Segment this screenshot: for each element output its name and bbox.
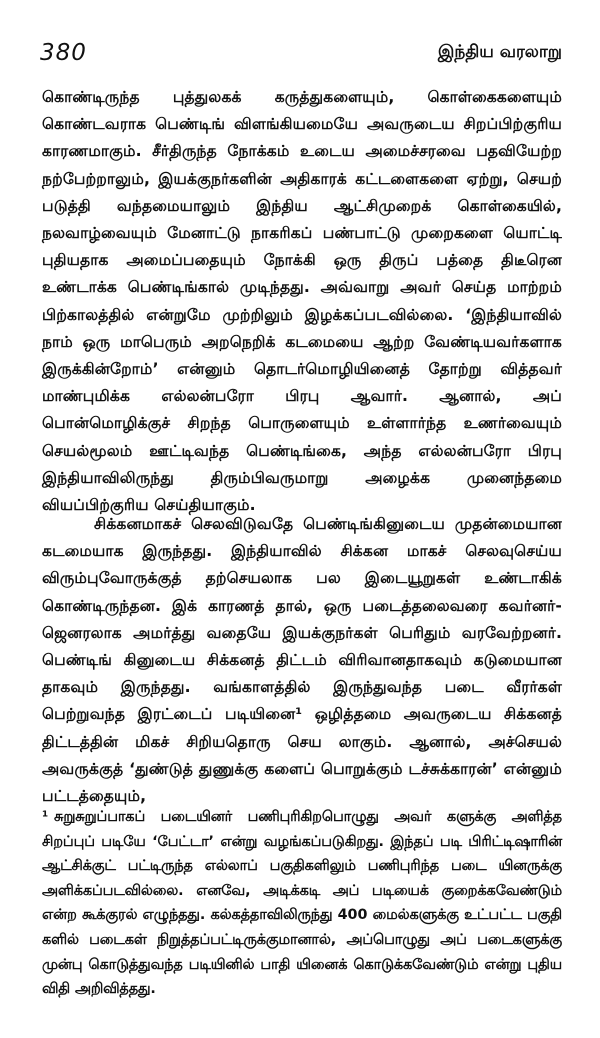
running-title: இந்திய வரலாறு xyxy=(437,42,562,62)
footnote-marker: ¹ xyxy=(42,809,49,825)
page-number: 380 xyxy=(40,40,87,66)
page-header xyxy=(40,40,562,70)
footnote xyxy=(42,805,562,1002)
body-paragraph-2: சிக்கனமாகச் செலவிடுவதே பெண்டிங்கினுடைய முதன்மையான கடமையாக இருந்தது. இந்தியாவில் சிக்கன மாகச் செலவுசெய்ய விரும்புவோருக்குத் தற்செயலாக பல இடையூறுகள் உண்டாகிக் கொண்டிருந்தன. இக் காரணத் தால், ஒரு படைத்தலைவரை கவர்னர்-ஜெனரலாக அமர்த்து வதையே இயக்குநர்கள் பெரிதும் வரவேற்றனர். பெண்டிங் கினுடைய சிக்கனத் திட்டம் விரிவானதாகவும் கடுமையான தாகவும் இருந்தது. வங்காளத்தில் இருந்துவந்த படை வீரர்கள் பெற்றுவந்த இரட்டைப் படியினை¹ ஒழித்தமை அவருடைய சிக்கனத் திட்டத்தின் மிகச் சிறியதொரு செய லாகும். ஆனால், அச்செயல் அவருக்குத் ‘துண்டுத் துணுக்கு களைப் பொறுக்கும் டச்சுக்காரன்’ என்னும் பட்டத்தையும், xyxy=(42,515,562,806)
body-paragraph-1: கொண்டிருந்த புத்துலகக் கருத்துகளையும், கொள்கைகளையும் கொண்டவராக பெண்டிங் விளங்கியமையே அவருடைய சிறப்பிற்குரிய காரணமாகும். சீர்திருந்த நோக்கம் உடைய அமைச்சரவை பதவியேற்ற நற்பேற்றாலும், இயக்குநர்களின் அதிகாரக் கட்டளைகளை ஏற்று, செயற் படுத்தி வந்தமையாலும் இந்திய ஆட்சிமுறைக் கொள்கையில், நலவாழ்வையும் மேனாட்டு நாகரிகப் பண்பாட்டு முறைகளை யொட்டி புதியதாக அமைப்பதையும் நோக்கி ஒரு திருப் பத்தை திடீரென உண்டாக்க பெண்டிங்கால் முடிந்தது. அவ்வாறு அவர் செய்த மாற்றம் பிற்காலத்தில் என்றுமே முற்றிலும் இழக்கப்படவில்லை. ‘இந்தியாவில் நாம் ஒரு மாபெரும் அறநெறிக் கடமையை ஆற்ற வேண்டியவர்களாக இருக்கின்றோம்’ என்னும் தொடர்மொழியினைத் தோற்று வித்தவர் மாண்புமிக்க எல்லன்பரோ பிரபு ஆவார். ஆனால், அப் பொன்மொழிக்குச் சிறந்த பொருளையும் உள்ளார்ந்த உணர்வையும் செயல்மூலம் ஊட்டிவந்த பெண்டிங்கை, அந்த எல்லன்பரோ பிரபு இந்தியாவிலிருந்து திரும்பிவருமாறு அழைக்க முனைந்தமை வியப்பிற்குரிய செய்தியாகும். xyxy=(42,88,562,515)
footnote-text: சுறுசுறுப்பாகப் படையினர் பணிபுரிகிறபொழுது அவர் களுக்கு அளித்த சிறப்புப் படியே ‘பேட்டா’ என்று வழங்கப்படுகிறது. இந்தப் படி பிரிட்டிஷாரின் ஆட்சிக்குட் பட்டிருந்த எல்லாப் பகுதிகளிலும் பணிபுரிந்த படை யினருக்கு அளிக்கப்படவில்லை. எனவே, அடிக்கடி அப் படியைக் குறைக்கவேண்டும் என்ற கூக்குரல் எழுந்தது. கல்கத்தாவிலிருந்து 400 மைல்களுக்கு உட்பட்ட பகுதி களில் படைகள் நிறுத்தப்பட்டிருக்குமானால், அப்பொழுது அப் படைகளுக்கு முன்பு கொடுத்துவந்த படியினில் பாதி யினைக் கொடுக்கவேண்டும் என்று புதிய விதி அறிவித்தது. xyxy=(42,809,562,998)
